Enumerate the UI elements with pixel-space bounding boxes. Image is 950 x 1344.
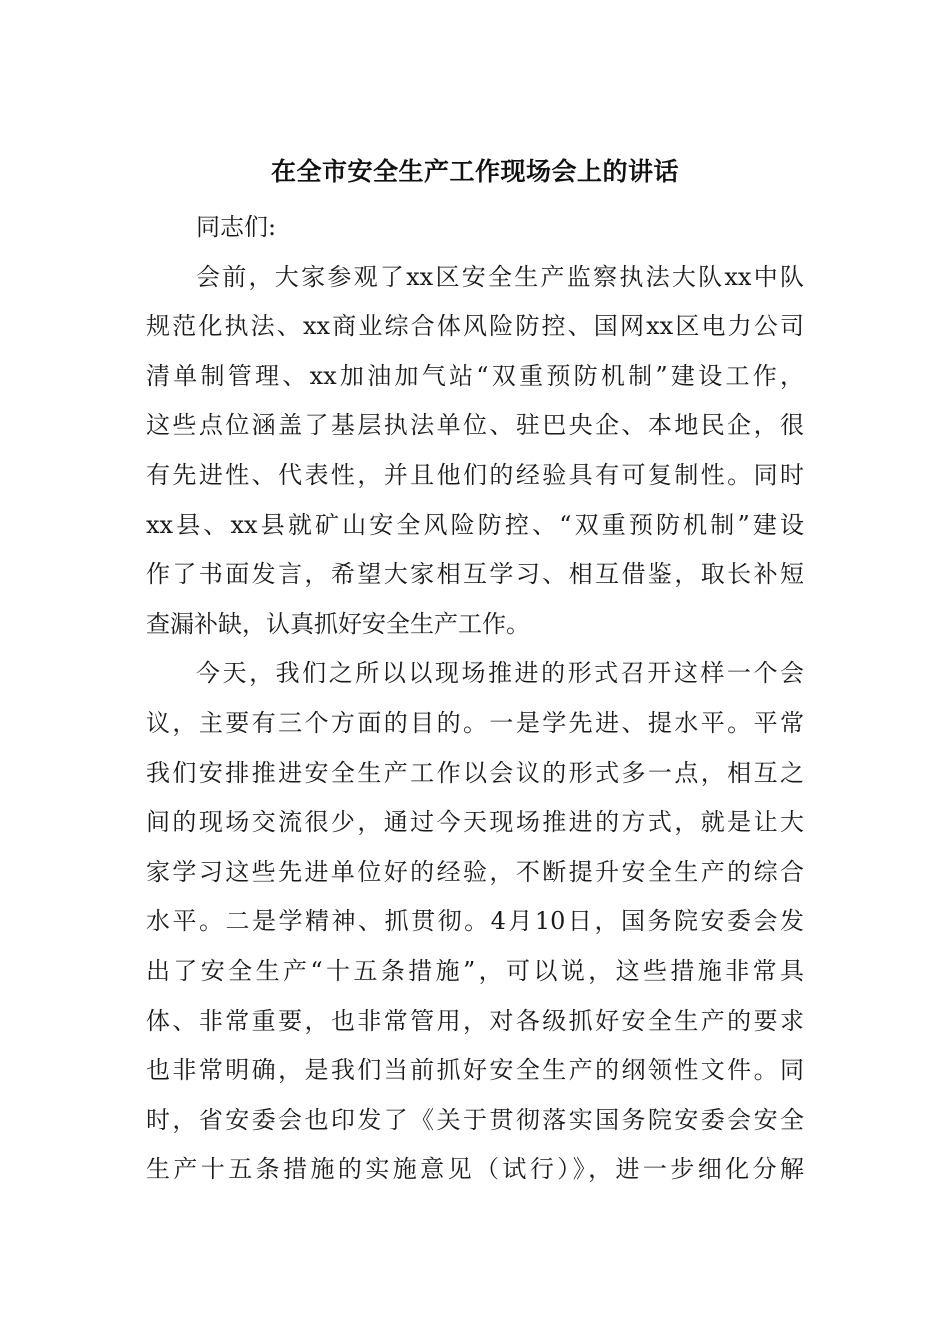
paragraph-2-line-9: 也非常明确，是我们当前抓好安全生产的纲领性文件。同 xyxy=(146,1056,804,1085)
paragraph-1-line-3: 清单制管理、xx加油加气站“双重预防机制”建设工作， xyxy=(146,361,804,390)
paragraph-2-line-10: 时，省安委会也印发了《关于贯彻落实国务院安委会安全 xyxy=(146,1105,804,1134)
paragraph-2-line-11: 生产十五条措施的实施意见（试行）》，进一步细化分解 xyxy=(146,1155,804,1184)
paragraph-2-line-8: 体、非常重要，也非常管用，对各级抓好安全生产的要求 xyxy=(146,1006,804,1035)
paragraph-1-line-5: 有先进性、代表性，并且他们的经验具有可复制性。同时 xyxy=(146,460,804,489)
paragraph-2-line-3: 我们安排推进安全生产工作以会议的形式多一点，相互之 xyxy=(146,758,804,787)
document-title: 在全市安全生产工作现场会上的讲话 xyxy=(270,157,679,186)
paragraph-2-line-1: 今天，我们之所以以现场推进的形式召开这样一个会 xyxy=(196,659,804,688)
paragraph-1-line-7: 作了书面发言，希望大家相互学习、相互借鉴，取长补短 xyxy=(146,560,804,589)
paragraph-2-line-6: 水平。二是学精神、抓贯彻。4月10日，国务院安委会发 xyxy=(146,907,804,936)
paragraph-1-line-8: 查漏补缺，认真抓好安全生产工作。 xyxy=(146,609,530,638)
paragraph-2-line-5: 家学习这些先进单位好的经验，不断提升安全生产的综合 xyxy=(146,857,804,886)
paragraph-1-line-1: 会前，大家参观了xx区安全生产监察执法大队xx中队 xyxy=(196,262,804,291)
paragraph-1-line-2: 规范化执法、xx商业综合体风险防控、国网xx区电力公司 xyxy=(146,312,804,341)
salutation-line: 同志们: xyxy=(196,213,277,241)
paragraph-2-line-2: 议，主要有三个方面的目的。一是学先进、提水平。平常 xyxy=(146,708,804,737)
document-body xyxy=(146,203,804,1195)
paragraph-1-line-6: xx县、xx县就矿山安全风险防控、“双重预防机制”建设 xyxy=(146,510,804,539)
paragraph-1-line-4: 这些点位涵盖了基层执法单位、驻巴央企、本地民企，很 xyxy=(146,411,804,440)
paragraph-2-line-7: 出了安全生产“十五条措施”，可以说，这些措施非常具 xyxy=(146,956,804,985)
paragraph-2-line-4: 间的现场交流很少，通过今天现场推进的方式，就是让大 xyxy=(146,808,804,837)
